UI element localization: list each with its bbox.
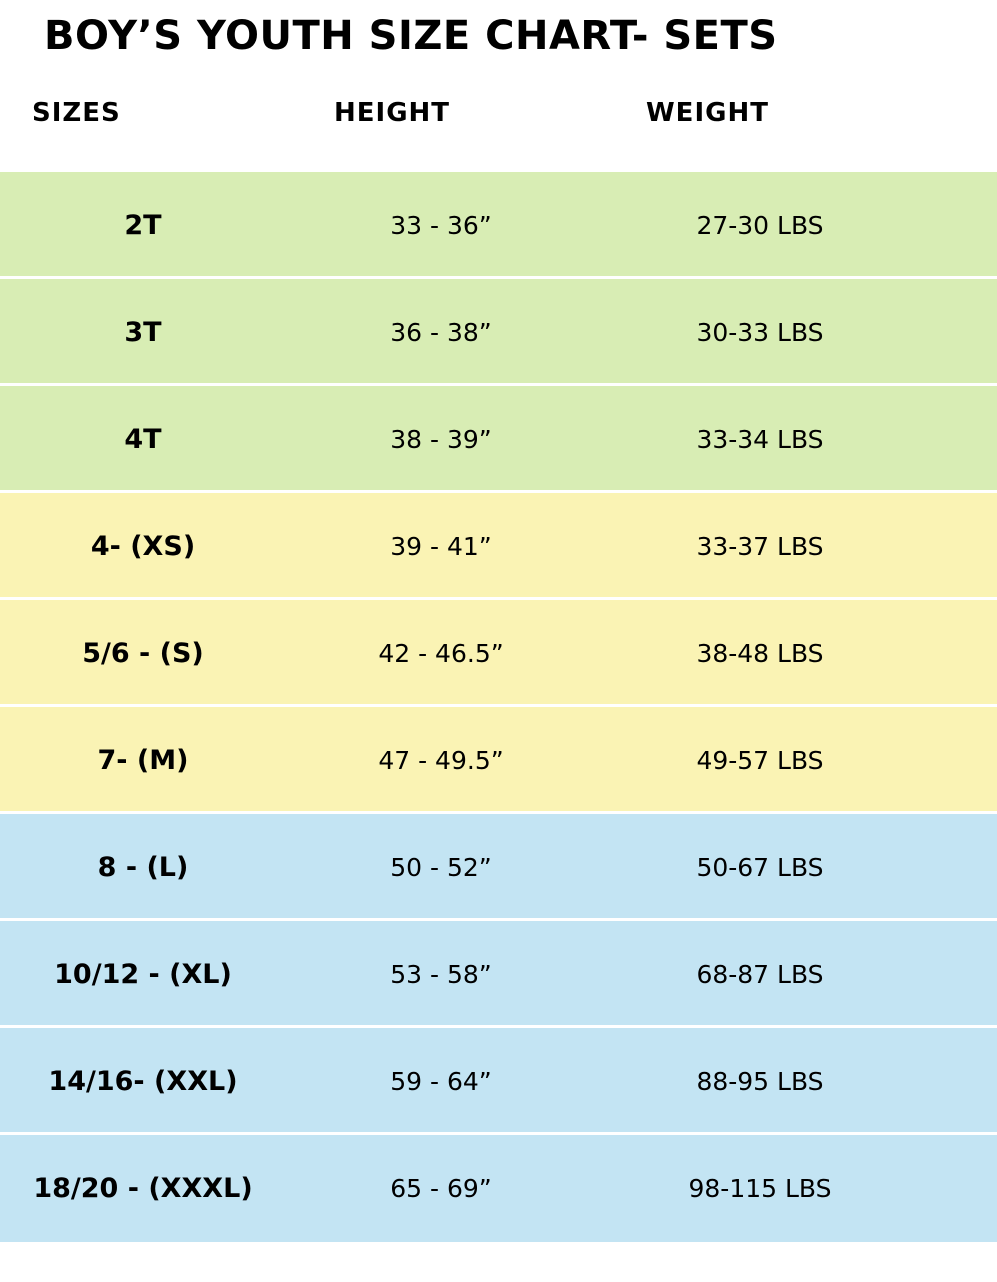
cell-height: 47 - 49.5” [378,746,504,775]
cell-size: 3T [124,317,162,348]
column-header-sizes: SIZES [32,98,121,128]
cell-size: 4- (XS) [90,531,196,562]
cell-height: 36 - 38” [390,318,492,347]
cell-weight: 50-67 LBS [696,853,824,882]
table-row [0,814,997,921]
cell-weight: 38-48 LBS [696,639,824,668]
cell-height: 53 - 58” [390,960,492,989]
cell-size: 2T [124,210,162,241]
table-row [0,1028,997,1135]
cell-height: 59 - 64” [390,1067,492,1096]
cell-height: 42 - 46.5” [378,639,504,668]
cell-weight: 98-115 LBS [688,1174,832,1203]
cell-weight: 68-87 LBS [696,960,824,989]
cell-size: 7- (M) [97,745,189,776]
cell-weight: 30-33 LBS [696,318,824,347]
cell-size: 18/20 - (XXXL) [33,1173,253,1204]
table-row [0,172,997,279]
table-header-row [0,98,997,152]
table-row [0,600,997,707]
page-title: BOY’S YOUTH SIZE CHART- SETS [44,13,778,59]
cell-weight: 27-30 LBS [696,211,824,240]
column-header-height: HEIGHT [334,98,451,128]
table-row [0,921,997,1028]
column-header-weight: WEIGHT [646,98,769,128]
cell-size: 8 - (L) [97,852,189,883]
table-row [0,493,997,600]
table-row [0,386,997,493]
table-row [0,279,997,386]
cell-height: 65 - 69” [390,1174,492,1203]
cell-weight: 33-34 LBS [696,425,824,454]
cell-weight: 88-95 LBS [696,1067,824,1096]
cell-size: 10/12 - (XL) [54,959,232,990]
size-chart-table [0,172,997,1242]
cell-size: 14/16- (XXL) [48,1066,238,1097]
cell-height: 39 - 41” [390,532,492,561]
cell-height: 38 - 39” [390,425,492,454]
cell-height: 33 - 36” [390,211,492,240]
table-row [0,1135,997,1242]
table-row [0,707,997,814]
cell-weight: 33-37 LBS [696,532,824,561]
cell-size: 5/6 - (S) [82,638,204,669]
cell-height: 50 - 52” [390,853,492,882]
cell-weight: 49-57 LBS [696,746,824,775]
cell-size: 4T [124,424,162,455]
